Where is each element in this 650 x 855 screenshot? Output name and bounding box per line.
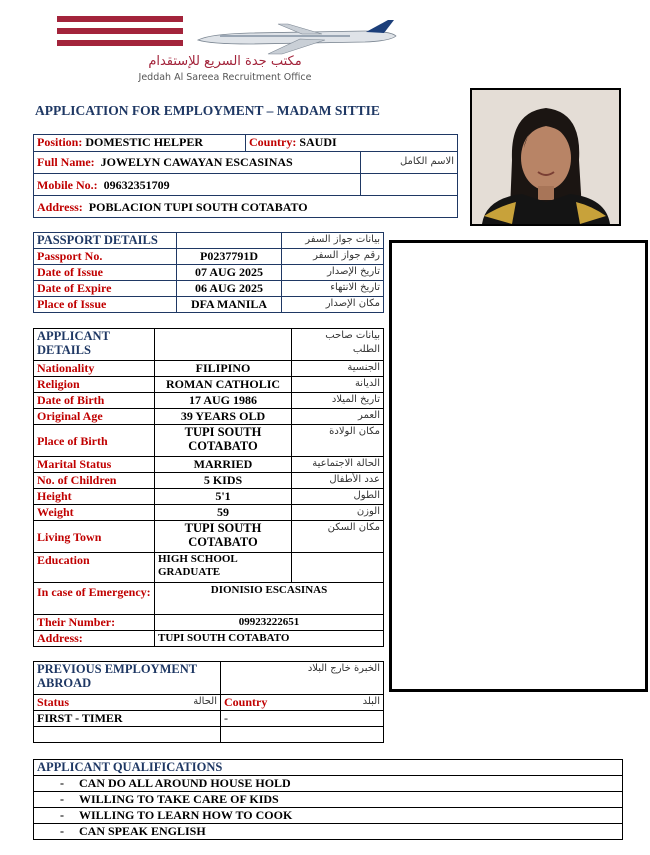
detail-row [34,377,384,393]
applicant-header-empty [155,329,292,361]
applicant-header-arabic: بيانات صاحب الطلب [292,329,384,361]
passport-row-label: Place of Issue [34,297,177,313]
detail-row [34,521,384,553]
status-header-cell [34,695,221,711]
passport-header: PASSPORT DETAILS [34,233,177,249]
position-label: Position: [37,135,83,149]
passport-row-value: P0237791D [177,249,282,265]
applicant-header: APPLICANT DETAILS [34,329,155,361]
qualification-cell: - CAN SPEAK ENGLISH [34,824,623,840]
passport-row-value: 06 AUG 2025 [177,281,282,297]
logo-stripe [57,28,183,34]
detail-value: 5 KIDS [155,473,292,489]
address-cell [34,196,458,218]
previous-employment-table [33,661,384,743]
prev-country-arabic: البلد [362,696,380,707]
detail-arabic: العمر [292,409,384,425]
emergency-number-label: Their Number: [34,615,155,631]
detail-label: Education [34,553,155,583]
detail-value: 59 [155,505,292,521]
fullname-cell [34,152,361,174]
qualifications-header: APPLICANT QUALIFICATIONS [34,760,623,776]
status-arabic: الحالة [193,696,217,707]
detail-row [34,409,384,425]
detail-label: Religion [34,377,155,393]
detail-row [34,457,384,473]
page-title: APPLICATION FOR EMPLOYMENT – MADAM SITTIE [35,103,380,118]
status-label: Status [37,695,70,709]
status-value: FIRST - TIMER [34,711,221,727]
mobile-empty-cell [361,174,458,196]
qualification-text: CAN DO ALL AROUND HOUSE HOLD [79,776,291,790]
fullname-arabic: الاسم الكامل [361,152,458,174]
detail-label: No. of Children [34,473,155,489]
detail-arabic: الوزن [292,505,384,521]
detail-row [34,473,384,489]
detail-value: 39 YEARS OLD [155,409,292,425]
mobile-cell [34,174,361,196]
passport-row [34,297,384,313]
detail-label: Place of Birth [34,425,155,457]
country-header-cell [221,695,384,711]
detail-value: ROMAN CATHOLIC [155,377,292,393]
detail-label: Date of Birth [34,393,155,409]
passport-row-label: Passport No. [34,249,177,265]
airplane-icon [190,20,400,56]
detail-arabic: الحالة الاجتماعية [292,457,384,473]
passport-row-label: Date of Expire [34,281,177,297]
qualification-text: WILLING TO LEARN HOW TO COOK [79,808,293,822]
passport-table [33,232,384,313]
detail-label: Height [34,489,155,505]
qualification-text: CAN SPEAK ENGLISH [79,824,206,838]
previous-header: PREVIOUS EMPLOYMENT ABROAD [34,662,221,695]
passport-row-arabic: مكان الإصدار [282,297,384,313]
detail-arabic: تاريخ الميلاد [292,393,384,409]
passport-header-empty [177,233,282,249]
logo-stripe [57,40,183,46]
qualifications-table [33,759,623,840]
detail-row [34,425,384,457]
emergency-address-label: Address: [34,631,155,647]
qualification-cell: - WILLING TO LEARN HOW TO COOK [34,808,623,824]
detail-value: 5'1 [155,489,292,505]
logo-arabic-name: مكتب جدة السريع للإستقدام [148,54,302,69]
detail-row [34,393,384,409]
passport-row-value: DFA MANILA [177,297,282,313]
position-cell [34,135,246,152]
detail-label: Original Age [34,409,155,425]
detail-value: FILIPINO [155,361,292,377]
emergency-number-value: 09923222651 [155,615,384,631]
emergency-row [34,583,384,615]
position-value: DOMESTIC HELPER [85,135,204,149]
qualification-item [34,824,623,840]
detail-row [34,361,384,377]
emergency-number-row [34,615,384,631]
logo-stripe [57,16,183,22]
detail-arabic: الديانة [292,377,384,393]
detail-value: MARRIED [155,457,292,473]
address-label: Address: [37,200,83,214]
detail-arabic: الجنسية [292,361,384,377]
prev-country-value: - [221,711,384,727]
country-cell [246,135,458,152]
emergency-value: DIONISIO ESCASINAS [155,583,384,615]
detail-label: Nationality [34,361,155,377]
passport-row-label: Date of Issue [34,265,177,281]
empty-cell [221,727,384,743]
passport-row-arabic: تاريخ الإصدار [282,265,384,281]
mobile-label: Mobile No.: [37,178,98,192]
passport-row-value: 07 AUG 2025 [177,265,282,281]
logo-english-name: Jeddah Al Sareea Recruitment Office [138,72,312,83]
passport-row-arabic: تاريخ الانتهاء [282,281,384,297]
detail-arabic: الطول [292,489,384,505]
passport-row-arabic: رقم جواز السفر [282,249,384,265]
emergency-label: In case of Emergency: [34,583,155,615]
qualification-cell: - WILLING TO TAKE CARE OF KIDS [34,792,623,808]
applicant-photo [470,88,621,226]
qualification-text: WILLING TO TAKE CARE OF KIDS [79,792,279,806]
detail-value: 17 AUG 1986 [155,393,292,409]
emergency-address-row [34,631,384,647]
passport-row [34,265,384,281]
detail-arabic: عدد الأطفال [292,473,384,489]
fullname-label: Full Name: [37,155,95,169]
emergency-address-value: TUPI SOUTH COTABATO [155,631,384,647]
passport-row [34,281,384,297]
detail-label: Marital Status [34,457,155,473]
detail-arabic: مكان الولادة [292,425,384,457]
detail-arabic [292,553,384,583]
qualification-item [34,808,623,824]
detail-label: Living Town [34,521,155,553]
passport-header-arabic: بيانات جواز السفر [282,233,384,249]
country-label: Country: [249,135,297,149]
prev-country-label: Country [224,695,268,709]
country-value: SAUDI [299,135,337,149]
detail-label: Weight [34,505,155,521]
qualification-cell: - CAN DO ALL AROUND HOUSE HOLD [34,776,623,792]
detail-value: TUPI SOUTH COTABATO [155,425,292,457]
fullname-value: JOWELYN CAWAYAN ESCASINAS [100,155,293,169]
detail-row [34,553,384,583]
personal-info-table [33,134,458,218]
empty-cell [34,727,221,743]
qualification-item [34,792,623,808]
qualification-item [34,776,623,792]
detail-value: HIGH SCHOOL GRADUATE [155,553,292,583]
applicant-details-table [33,328,384,647]
previous-header-arabic: الخبرة خارج البلاد [221,662,384,695]
mobile-value: 09632351709 [103,178,170,192]
passport-row [34,249,384,265]
detail-value: TUPI SOUTH COTABATO [155,521,292,553]
detail-row [34,489,384,505]
detail-arabic: مكان السكن [292,521,384,553]
blank-photo-frame [389,240,648,692]
detail-row [34,505,384,521]
logo [55,14,400,86]
address-value: POBLACION TUPI SOUTH COTABATO [88,200,308,214]
